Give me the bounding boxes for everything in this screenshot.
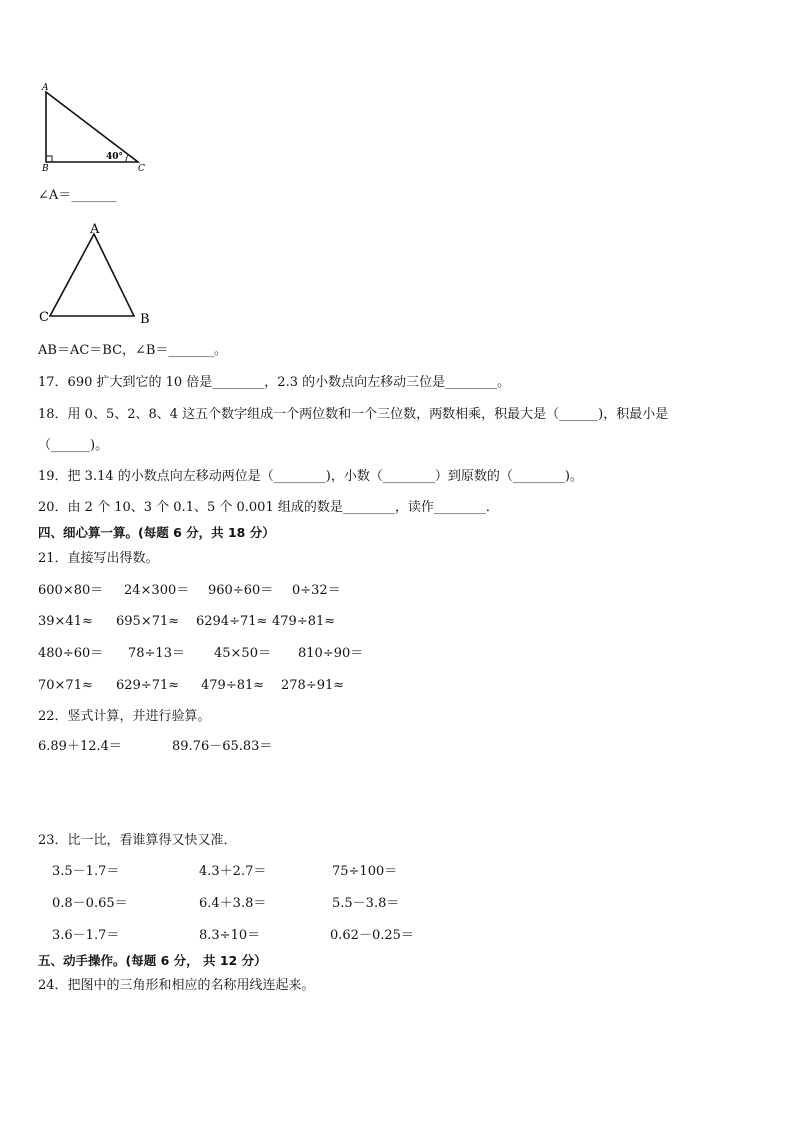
q21-cell: 960÷60＝ — [208, 583, 274, 598]
q21-cell: 480÷60＝ — [38, 646, 104, 661]
q21-cell: 6294÷71≈ — [196, 614, 268, 629]
q21-cell: 45×50＝ — [214, 646, 271, 661]
q21-cell: 278÷91≈ — [281, 678, 345, 693]
q21-cell: 600×80＝ — [38, 583, 104, 598]
q21-cell: 39×41≈ — [38, 614, 93, 629]
q21-cell: 479÷81≈ — [201, 678, 265, 693]
right-triangle-shape — [46, 92, 138, 162]
q21-cell: 0÷32＝ — [292, 583, 341, 598]
question-24: 24．把图中的三角形和相应的名称用线连起来。 — [38, 978, 315, 993]
vertex-a-label: A — [90, 222, 100, 237]
q23-cell: 8.3÷10＝ — [199, 928, 261, 943]
question-angle-b: AB＝AC＝BC，∠B＝_______。 — [38, 343, 227, 358]
right-triangle-figure — [36, 82, 156, 174]
angle-40-label: 40° — [106, 152, 124, 162]
vertex-b-label: B — [140, 312, 150, 327]
q23-cell: 5.5－3.8＝ — [332, 896, 400, 911]
q22-item: 6.89＋12.4＝ — [38, 739, 122, 754]
angle-arc — [126, 155, 128, 162]
question-19: 19．把 3.14 的小数点向左移动两位是（________)，小数（________）到原数的（________)。 — [38, 469, 583, 484]
q21-cell: 78÷13＝ — [128, 646, 185, 661]
q23-cell: 6.4＋3.8＝ — [199, 896, 267, 911]
question-17: 17．690 扩大到它的 10 倍是________，2.3 的小数点向左移动三位是________。 — [38, 375, 511, 390]
question-23: 23．比一比，看谁算得又快又准． — [38, 833, 237, 848]
q23-cell: 3.6－1.7＝ — [52, 928, 120, 943]
q23-cell: 0.8－0.65＝ — [52, 896, 128, 911]
question-21: 21．直接写出得数。 — [38, 551, 159, 566]
question-18-line2: （______)。 — [38, 438, 109, 453]
q23-cell: 0.62－0.25＝ — [330, 928, 414, 943]
equilateral-triangle-figure — [36, 220, 156, 328]
question-22: 22．竖式计算，并进行验算。 — [38, 709, 211, 724]
vertex-c-label: C — [138, 164, 145, 174]
q23-cell: 4.3＋2.7＝ — [199, 864, 267, 879]
q21-cell: 695×71≈ — [116, 614, 180, 629]
section-4-heading: 四、细心算一算。(每题 6 分，共 18 分） — [38, 525, 275, 540]
section-5-heading: 五、动手操作。(每题 6 分， 共 12 分） — [38, 953, 267, 968]
q21-cell: 810÷90＝ — [298, 646, 364, 661]
q21-cell: 70×71≈ — [38, 678, 93, 693]
q21-cell: 479÷81≈ — [272, 614, 336, 629]
right-angle-mark — [46, 156, 52, 162]
vertex-a-label: A — [42, 83, 49, 93]
vertex-c-label: C — [39, 310, 49, 325]
equilateral-triangle-shape — [50, 234, 134, 316]
q22-item: 89.76－65.83＝ — [172, 739, 273, 754]
question-20: 20．由 2 个 10、3 个 0.1、5 个 0.001 组成的数是________，读作________． — [38, 500, 499, 515]
q23-cell: 3.5－1.7＝ — [52, 864, 120, 879]
q21-cell: 24×300＝ — [124, 583, 190, 598]
question-18-line1: 18．用 0、5、2、8、4 这五个数字组成一个两位数和一个三位数，两数相乘，积最大是（______)，积最小是 — [38, 407, 669, 422]
q23-cell: 75÷100＝ — [332, 864, 398, 879]
vertex-b-label: B — [42, 164, 49, 174]
q21-cell: 629÷71≈ — [116, 678, 180, 693]
question-angle-a: ∠A＝_______ — [38, 188, 117, 203]
